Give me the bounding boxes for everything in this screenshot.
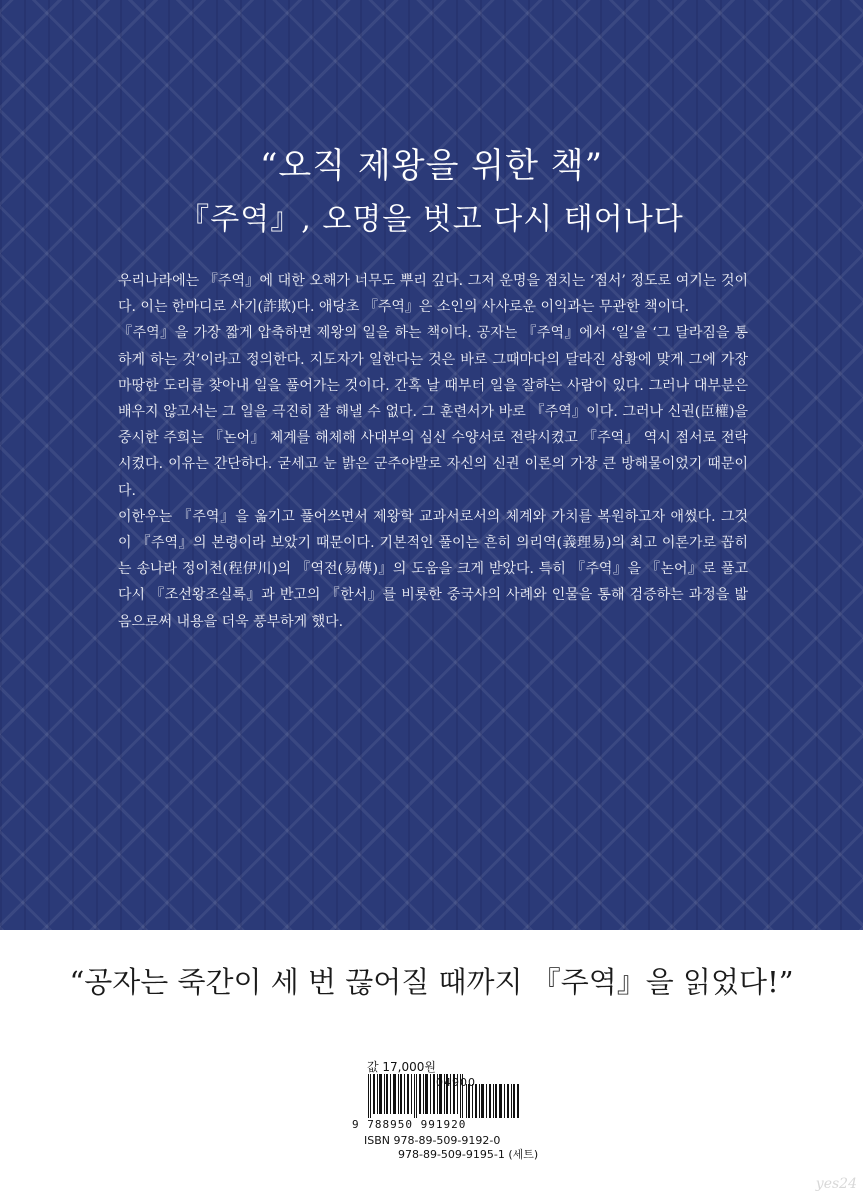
barcode-digits: 9 788950 991920 <box>352 1118 467 1131</box>
confucius-quote: “공자는 죽간이 세 번 끊어질 때까지 『주역』을 읽었다!” <box>69 965 794 999</box>
isbn-number: ISBN 978-89-509-9192-0 <box>364 1134 501 1147</box>
barcode-addon-bars <box>466 1084 520 1118</box>
isbn-info <box>364 1134 538 1162</box>
description-body <box>118 268 748 635</box>
price-label: 값 17,000원 <box>367 1060 436 1074</box>
watermark-logo: yes24 <box>815 1176 857 1192</box>
headline-sub: 『주역』, 오명을 벗고 다시 태어나다 <box>179 202 684 237</box>
isbn-set-number: 978-89-509-9195-1 (세트) <box>398 1148 539 1161</box>
description-paragraph-1: 우리나라에는 『주역』에 대한 오해가 너무도 뿌리 깊다. 그저 운명을 점치는 ‘점서’ 정도로 여기는 것이다. 이는 한마디로 사기(詐欺)다. 애당초 『주역』은 소인의 사사로운 이익과는 무관한 책이다. <box>118 273 748 316</box>
description-paragraph-3: 이한우는 『주역』을 옮기고 풀어쓰면서 제왕학 교과서로서의 체계와 가치를 복원하고자 애썼다. 그것이 『주역』의 본령이라 보았기 때문이다. 기본적인 풀이는 흔히 의리역(義理易)의 최고 이론가로 꼽히는 송나라 정이천(程伊川)의 『역전(易傳)』의 도움을 크게 받았다. 특히 『주역』을 『논어』로 풀고 다시 『조선왕조실록』과 반고의 『한서』를 비롯한 중국사의 사례와 인물을 통해 검증하는 과정을 밟음으로써 내용을 더욱 풍부하게 했다. <box>118 508 748 630</box>
description-paragraph-2: 『주역』을 가장 짧게 압축하면 제왕의 일을 하는 책이다. 공자는 『주역』에서 ‘일’을 ‘그 달라짐을 통하게 하는 것’이라고 정의한다. 지도자가 일한다는 것은 바로 그때마다의 달라진 상황에 맞게 그에 가장 마땅한 도리를 찾아내 일을 풀어가는 것이다. 간혹 날 때부터 일을 잘하는 사람이 있다. 그러나 대부분은 배우지 않고서는 그 일을 극진히 잘 해낼 수 없다. 그 훈련서가 바로 『주역』이다. 그러나 신권(臣權)을 중시한 주희는 『논어』 체계를 해체해 사대부의 심신 수양서로 전락시켰고 『주역』 역시 점서로 전락시켰다. 이유는 간단하다. 굳세고 눈 밝은 군주야말로 자신의 신권 이론의 가장 큰 방해물이었기 때문이다. <box>118 325 748 499</box>
headline-main: “오직 제왕을 위한 책” <box>260 146 603 186</box>
barcode-addon-code: 04900 <box>436 1076 476 1089</box>
